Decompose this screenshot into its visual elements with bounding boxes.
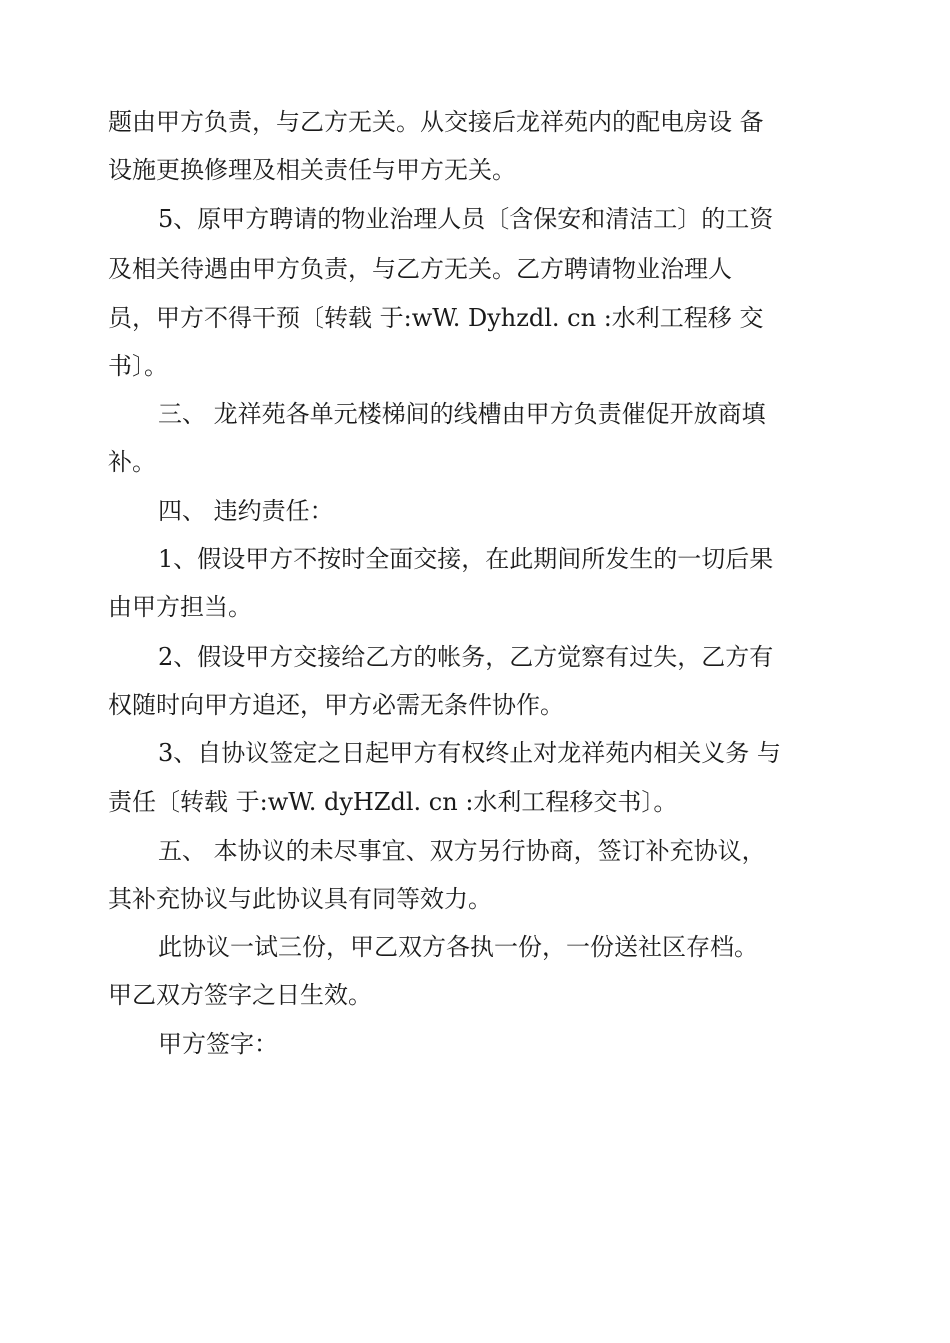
text-line: 五、 本协议的未尽事宜、双方另行协商，签订补充协议，: [158, 837, 766, 865]
text-line: 补。: [108, 448, 156, 476]
text-line: 甲乙双方签字之日生效。: [108, 981, 372, 1009]
text-line: 四、 违约责任：: [158, 497, 334, 525]
text-line: 责任〔转载 于:wW. dyHZdl. cn :水利工程移交书〕。: [108, 788, 678, 816]
text-line: 员，甲方不得干预〔转载 于:wW. Dyhzdl. cn :水利工程移 交: [108, 304, 764, 332]
text-line: 1、假设甲方不按时全面交接，在此期间所发生的一切后果: [158, 545, 774, 573]
text-line: 设施更换修理及相关责任与甲方无关。: [108, 156, 516, 184]
text-line: 题由甲方负责，与乙方无关。从交接后龙祥苑内的配电房设 备: [108, 108, 764, 136]
text-line: 由甲方担当。: [108, 593, 252, 621]
text-line: 权随时向甲方追还，甲方必需无条件协作。: [108, 691, 564, 719]
text-line: 三、 龙祥苑各单元楼梯间的线槽由甲方负责催促开放商填: [158, 400, 766, 428]
text-line: 3、自协议签定之日起甲方有权终止对龙祥苑内相关义务 与: [158, 739, 781, 767]
text-line: 5、原甲方聘请的物业治理人员〔含保安和清洁工〕的工资: [158, 205, 774, 233]
text-line: 2、假设甲方交接给乙方的帐务，乙方觉察有过失，乙方有: [158, 643, 774, 671]
text-line: 甲方签字：: [158, 1030, 278, 1058]
text-line: 及相关待遇由甲方负责，与乙方无关。乙方聘请物业治理人: [108, 255, 732, 283]
text-line: 其补充协议与此协议具有同等效力。: [108, 885, 492, 913]
text-line: 书〕。: [108, 352, 168, 380]
text-line: 此协议一试三份，甲乙双方各执一份，一份送社区存档。: [158, 933, 758, 961]
